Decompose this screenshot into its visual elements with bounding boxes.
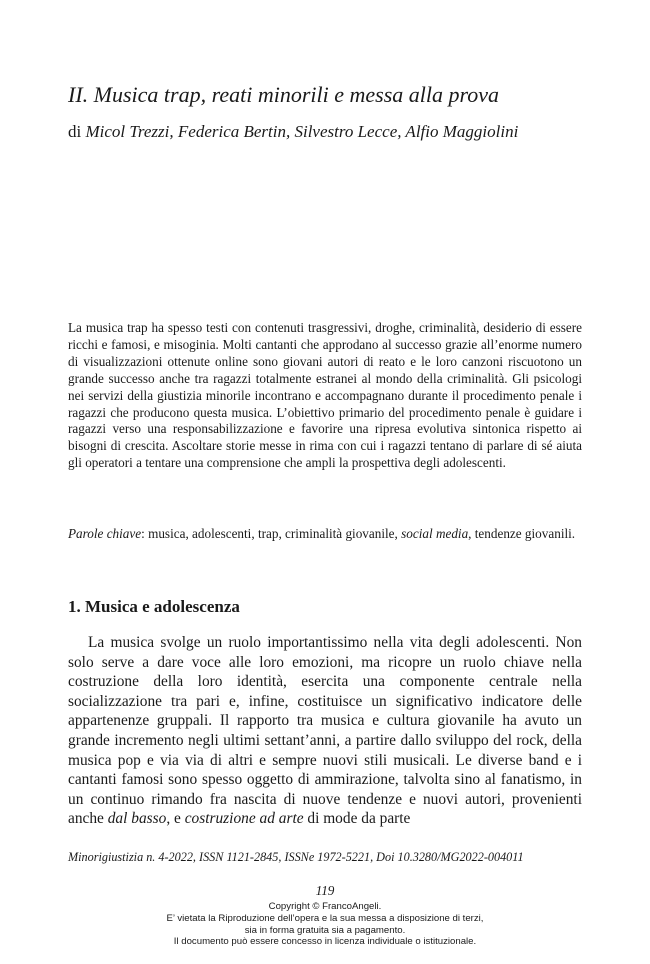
keywords-part2: , tendenze giovanili. [468, 526, 576, 541]
body-italic-1: dal basso [107, 810, 167, 828]
body-text-part2: , e [166, 810, 185, 828]
keywords-italic-term: social media [401, 526, 469, 541]
keywords-label: Parole chiave [68, 526, 142, 541]
page-number: 119 [315, 883, 335, 898]
keywords-paragraph [68, 526, 582, 543]
copyright-notice [0, 901, 650, 948]
journal-citation: Minorigiustizia n. 4-2022, ISSN 1121-2845, ISSNe 1972-5221, Doi 10.3280/MG2022-004011 [68, 850, 524, 864]
authors-prefix: di [68, 122, 86, 141]
body-text-part3: di mode da parte [303, 810, 411, 828]
abstract-paragraph: La musica trap ha spesso testi con contenuti trasgressivi, droghe, criminalità, desiderio di essere ricchi e famosi, e misoginia. Molti cantanti che approdano al successo grazie all’enorme numero di visualizzazioni ottenute online sono giovani autori di reato e le loro canzoni riscuotono un grande successo anche tra ragazzi totalmente estranei al mondo della criminalità. Gli psicologi nei servizi della giustizia minorile incontrano e accompagnano durante il procedimento penale i ragazzi che producono questa musica. L’obiettivo primario del procedimento penale è guidare i ragazzi verso una responsabilizzazione e favorire una ripresa evolutiva sintonica rispetto ai bisogni di crescita. Ascoltare storie messe in rima con cui i ragazzi tentano di parlare di sé aiuta gli operatori a tentare una comprensione che ampli la prospettiva degli adolescenti. [68, 320, 582, 471]
copyright-line: sia in forma gratuita sia a pagamento. [244, 924, 406, 936]
body-paragraph [68, 633, 582, 829]
authors-names: Micol Trezzi, Federica Bertin, Silvestro Lecce, Alfio Maggiolini [85, 122, 519, 141]
keywords-part1: : musica, adolescenti, trap, criminalità giovanile, [141, 526, 402, 541]
body-italic-2: costruzione ad arte [184, 810, 304, 828]
article-authors [68, 121, 608, 143]
section-heading: 1. Musica e adolescenza [68, 597, 240, 616]
copyright-line: Il documento può essere concesso in licenza individuale o istituzionale. [173, 936, 477, 948]
body-text-part1: La musica svolge un ruolo importantissimo nella vita degli adolescenti. Non solo serve a dare voce alle loro emozioni, ma ricopre un ruolo chiave nella costruzione della loro identità, esercita una componente centrale nella socializzazione tra pari e, infine, costituisce un significativo indicatore delle appartenenze gruppali. Il rapporto tra musica e cultura giovanile ha avuto un grande incremento negli ultimi settant’anni, a partire dallo sviluppo del rock, della musica pop e via via di altri e sempre nuovi stili musicali. Le diverse band e i cantanti famosi sono spesso oggetto di ammirazione, talvolta sino al fanatismo, in un continuo rimando fra nascita di nuove tendenze e nuovi autori, provenienti anche [68, 634, 582, 828]
copyright-line: E’ vietata la Riproduzione dell’opera e la sua messa a disposizione di terzi, [166, 912, 484, 924]
copyright-line: Copyright © FrancoAngeli. [268, 901, 382, 912]
article-title: II. Musica trap, reati minorili e messa alla prova [68, 82, 499, 107]
